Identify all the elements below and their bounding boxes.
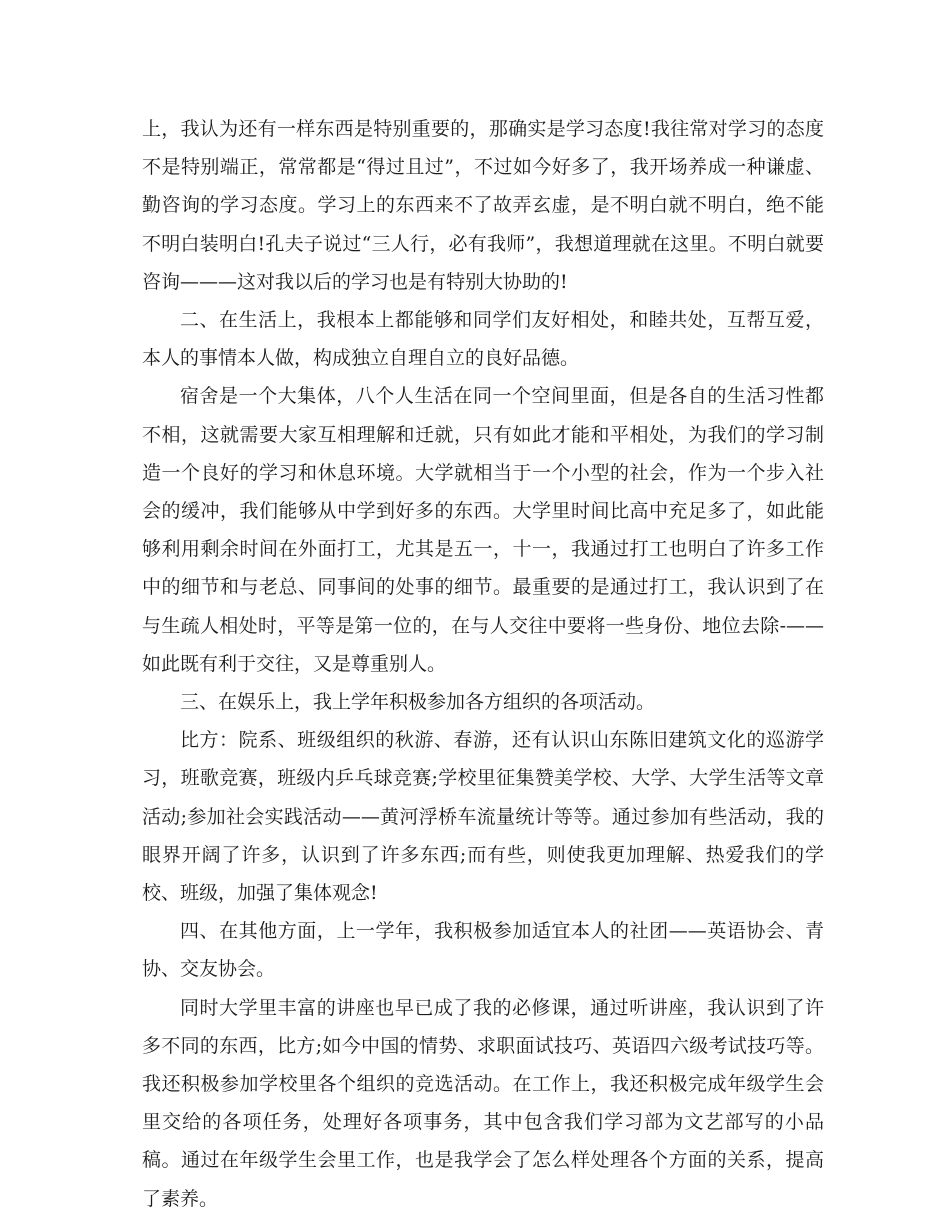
paragraph-4: 三、在娱乐上，我上学年积极参加各方组织的各项活动。 [180,691,656,714]
paragraph-5: 比方：院系、班级组织的秋游、春游，还有认识山东陈旧建筑文化的巡游学习，班歌竞赛，班级内乒乓球竞赛;学校里征集赞美学校、大学、大学生活等文章活动;参加社会实践活动——黄河浮桥车流量统计等等。通过参加有些活动，我的眼界开阔了许多，认识到了许多东西;而有些，则使我更加理解、热爱我们的学校、班级，加强了集体观念! [142,729,824,905]
paragraph-7: 同时大学里丰富的讲座也早已成了我的必修课，通过听讲座，我认识到了许多不同的东西，比方;如今中国的情势、求职面试技巧、英语四六级考试技巧等。我还积极参加学校里各个组织的竞选活动。在工作上，我还积极完成年级学生会里交给的各项任务，处理好各项事务，其中包含我们学习部为文艺部写的小品稿。通过在年级学生会里工作，也是我学会了怎么样处理各个方面的关系，提高了素养。 [142,996,824,1210]
document-body [142,110,824,1218]
paragraph-3: 宿舍是一个大集体，八个人生活在同一个空间里面，但是各自的生活习性都不相，这就需要大家互相理解和迁就，只有如此才能和平相处，为我们的学习制造一个良好的学习和休息环境。大学就相当于一个小型的社会，作为一个步入社会的缓冲，我们能够从中学到好多的东西。大学里时间比高中充足多了，如此能够利用剩余时间在外面打工，尤其是五一，十一，我通过打工也明白了许多工作中的细节和与老总、同事间的处事的细节。最重要的是通过打工，我认识到了在与生疏人相处时，平等是第一位的，在与人交往中要将一些身份、地位去除-——如此既有利于交往，又是尊重别人。 [142,385,824,675]
paragraph-2: 二、在生活上，我根本上都能够和同学们友好相处，和睦共处，互帮互爱，本人的事情本人做，构成独立自理自立的良好品德。 [142,309,824,370]
paragraph-1: 上，我认为还有一样东西是特别重要的，那确实是学习态度!我往常对学习的态度不是特别端正，常常都是“得过且过”，不过如今好多了，我开场养成一种谦虚、勤咨询的学习态度。学习上的东西来不了故弄玄虚，是不明白就不明白，绝不能不明白装明白!孔夫子说过“三人行，必有我师”，我想道理就在这里。不明白就要咨询———这对我以后的学习也是有特别大协助的! [142,118,824,293]
paragraph-6: 四、在其他方面，上一学年，我积极参加适宜本人的社团——英语协会、青协、交友协会。 [142,920,824,981]
